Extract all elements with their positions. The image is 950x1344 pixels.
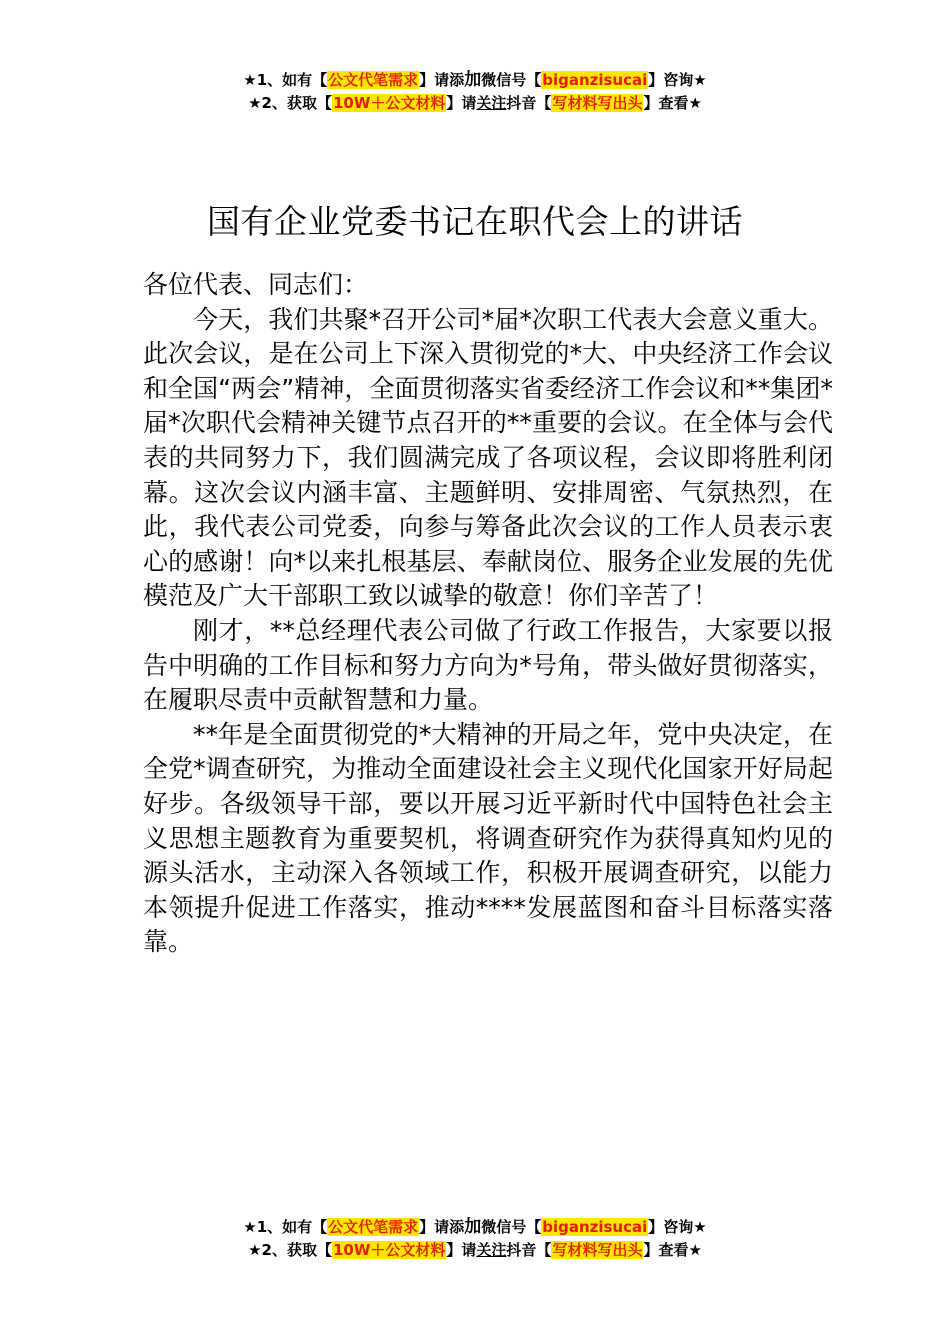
highlight-wechat-id: biganzisucai (542, 71, 648, 89)
highlight-wechat-id: biganzisucai (542, 1218, 648, 1236)
salutation: 各位代表、同志们： (143, 270, 369, 299)
banner-text: 关注 (476, 94, 507, 112)
banner-text: 】请 (446, 94, 477, 112)
banner-text: 】请添 (419, 1218, 465, 1236)
highlight-ghostwriting: 公文代笔需求 (328, 1218, 419, 1236)
banner-text: 】查看★ (643, 94, 702, 112)
banner-text: 加 (464, 70, 482, 90)
banner-text: 微信号【 (481, 71, 542, 89)
banner-text: 抖音【 (506, 94, 552, 112)
highlight-materials: 10W＋公文材料 (332, 94, 446, 112)
banner-text: 加 (464, 1217, 482, 1237)
banner-line-1 (0, 69, 950, 92)
highlight-materials: 10W＋公文材料 (332, 1241, 446, 1259)
banner-text: 】咨询★ (648, 1218, 707, 1236)
banner-text: ★2、获取【 (248, 94, 332, 112)
highlight-douyin: 写材料写出头 (552, 94, 643, 112)
banner-line-1 (0, 1216, 950, 1239)
header-banner (0, 69, 950, 115)
document-body (143, 268, 833, 960)
footer-banner (0, 1216, 950, 1262)
banner-text: ★1、如有【 (243, 1218, 328, 1236)
highlight-douyin: 写材料写出头 (552, 1241, 643, 1259)
banner-line-2 (0, 92, 950, 115)
banner-text: 】请 (446, 1241, 477, 1259)
body-paragraph: **年是全面贯彻党的*大精神的开局之年，党中央决定，在全党*调查研究，为推动全面建设社会主义现代化国家开好局起好步。各级领导干部，要以开展习近平新时代中国特色社会主义思想主题教育为重要契机，将调查研究作为获得真知灼见的源头活水，主动深入各领域工作，积极开展调查研究，以能力本领提升促进工作落实，推动****发展蓝图和奋斗目标落实落靠。 (143, 719, 833, 957)
highlight-ghostwriting: 公文代笔需求 (328, 71, 419, 89)
banner-text: 关注 (476, 1241, 507, 1259)
banner-text: 】咨询★ (648, 71, 707, 89)
banner-text: 抖音【 (506, 1241, 552, 1259)
body-paragraph: 今天，我们共聚*召开公司*届*次职工代表大会意义重大。此次会议，是在公司上下深入贯彻党的*大、中央经济工作会议和全国“两会”精神，全面贯彻落实省委经济工作会议和**集团*届*次职代会精神关键节点召开的**重要的会议。在全体与会代表的共同努力下，我们圆满完成了各项议程，会议即将胜利闭幕。这次会议内涵丰富、主题鲜明、安排周密、气氛热烈，在此，我代表公司党委，向参与筹备此次会议的工作人员表示衷心的感谢！向*以来扎根基层、奉献岗位、服务企业发展的先优模范及广大干部职工致以诚挚的敬意！你们辛苦了！ (143, 304, 833, 611)
banner-text: ★2、获取【 (248, 1241, 332, 1259)
banner-text: 】查看★ (643, 1241, 702, 1259)
banner-text: 】请添 (419, 71, 465, 89)
banner-line-2 (0, 1239, 950, 1262)
banner-text: ★1、如有【 (243, 71, 328, 89)
banner-text: 微信号【 (481, 1218, 542, 1236)
body-paragraph: 刚才，**总经理代表公司做了行政工作报告，大家要以报告中明确的工作目标和努力方向为*号角，带头做好贯彻落实，在履职尽责中贡献智慧和力量。 (143, 615, 833, 715)
document-title: 国有企业党委书记在职代会上的讲话 (207, 202, 743, 242)
